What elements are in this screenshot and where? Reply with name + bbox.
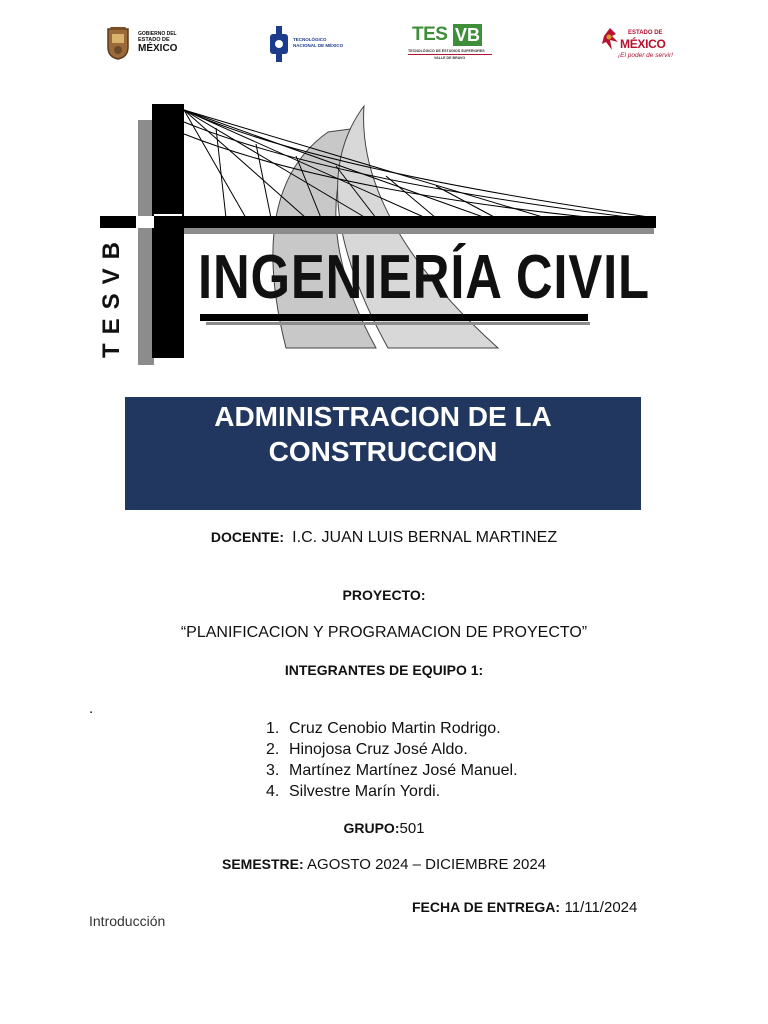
- semestre-label: SEMESTRE:: [221, 856, 304, 872]
- docente-line: [0, 529, 768, 547]
- tecnm-gear-icon: [268, 24, 290, 64]
- grupo-line: [0, 820, 768, 837]
- fecha-value: 11/11/2024: [564, 899, 638, 916]
- member-name: Silvestre Marín Yordi.: [289, 783, 441, 800]
- gobierno-edomex-logo: [104, 22, 184, 64]
- member-number: 3.: [266, 762, 280, 779]
- proyecto-value: “PLANIFICACION Y PROGRAMACION DE PROYECTO”: [180, 624, 588, 641]
- docente-value: I.C. JUAN LUIS BERNAL MARTINEZ: [292, 529, 558, 546]
- tesvb-divider: [408, 54, 492, 55]
- emblem-vertical-text: TESVB: [98, 232, 125, 358]
- tesvb-mark-tes: TES: [412, 24, 448, 45]
- gobierno-line1: GOBIERNO DEL: [138, 31, 177, 37]
- fecha-line: [412, 899, 637, 917]
- course-title-banner: [125, 397, 641, 510]
- introduccion-heading: Introducción: [89, 913, 166, 929]
- edomex-logo: [600, 22, 692, 64]
- semestre-line: [0, 856, 768, 873]
- integrantes-label: INTEGRANTES DE EQUIPO 1:: [284, 662, 484, 678]
- tesvb-line1: TECNOLÓGICO DE ESTUDIOS SUPERIORES: [408, 49, 485, 53]
- proyecto-label: PROYECTO:: [342, 587, 426, 603]
- members-list: [266, 718, 518, 802]
- list-item: [266, 739, 518, 760]
- docente-label: DOCENTE:: [210, 529, 284, 545]
- member-name: Cruz Cenobio Martin Rodrigo.: [289, 720, 501, 737]
- coat-of-arms-icon: [104, 25, 132, 61]
- tecnm-logo: [268, 22, 344, 64]
- edomex-line3: ¡El poder de servir!: [618, 52, 673, 59]
- member-name: Hinojosa Cruz José Aldo.: [289, 741, 468, 758]
- member-name: Martínez Martínez José Manuel.: [289, 762, 518, 779]
- member-number: 2.: [266, 741, 280, 758]
- emblem-title: INGENIERÍA CIVIL: [198, 243, 650, 312]
- member-number: 1.: [266, 720, 280, 737]
- edomex-line1: ESTADO DE: [628, 30, 663, 36]
- stray-dot: .: [89, 700, 94, 717]
- list-item: [266, 760, 518, 781]
- fecha-label: FECHA DE ENTREGA:: [412, 899, 561, 915]
- ingenieria-civil-emblem: [96, 100, 660, 370]
- gobierno-line2: ESTADO DE: [138, 37, 170, 43]
- edomex-line2: MÉXICO: [620, 37, 666, 51]
- gobierno-line3: MÉXICO: [138, 43, 178, 54]
- bridge-emblem-graphic: [96, 100, 660, 370]
- member-number: 4.: [266, 783, 280, 800]
- semestre-value: AGOSTO 2024 – DICIEMBRE 2024: [307, 856, 547, 873]
- grupo-value: 501: [399, 820, 425, 837]
- tesvb-logo: [408, 22, 494, 64]
- course-title: ADMINISTRACION DE LA CONSTRUCCION: [214, 401, 552, 467]
- tesvb-mark-vb: VB: [455, 25, 481, 45]
- grupo-label: GRUPO:: [343, 820, 400, 836]
- tecnm-line2: NACIONAL DE MÉXICO: [293, 43, 344, 48]
- list-item: [266, 718, 518, 739]
- tesvb-line2: VALLE DE BRAVO: [434, 56, 466, 60]
- edomex-emblem-icon: [600, 26, 620, 54]
- tecnm-line1: TECNOLÓGICO: [293, 37, 327, 42]
- list-item: [266, 781, 518, 802]
